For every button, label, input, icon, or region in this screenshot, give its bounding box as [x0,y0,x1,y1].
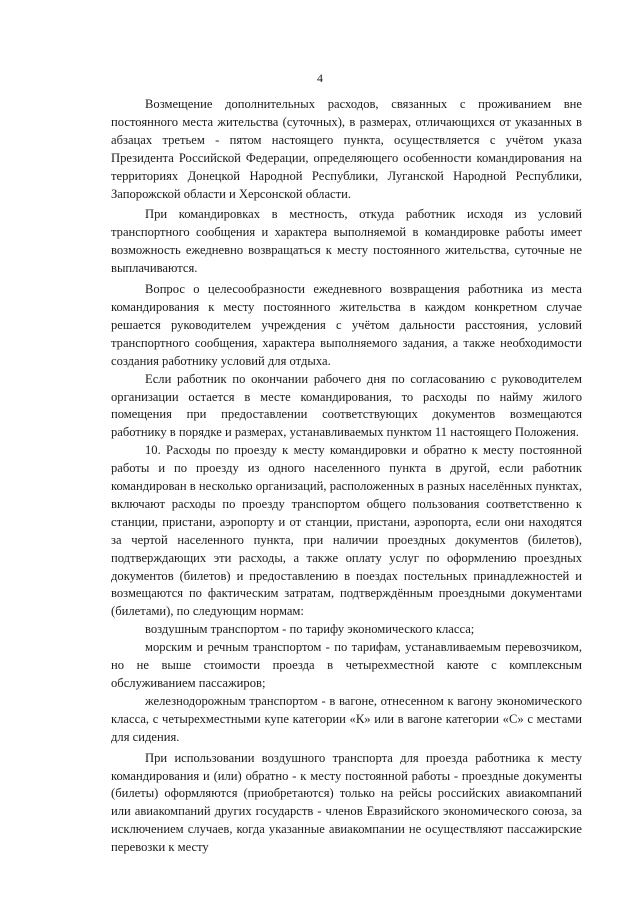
paragraph-rail-transport-norm: железнодорожным транспортом - в вагоне, отнесенном к вагону экономического класса, с четырехместными купе категории «К» или в вагоне категории «С» с местами для сидения. [111,693,582,744]
paragraph-air-transport-norm: воздушным транспортом - по тарифу экономического класса; [145,622,475,637]
paragraph-item-10-travel-expenses: 10. Расходы по проезду к месту командировки и обратно к месту постоянной работы и по проезду из одного населенного пункта в другой, если работник командирован в несколько организаций, расположенных в разных населённых пунктах, включают расходы по проезду транспортом общего пользования соответственно к станции, пристани, аэропорту и от станции, пристани, аэропорта, если они находятся за чертой населенного пункта, при наличии проездных документов (билетов), подтверждающих эти расходы, а также оплату услуг по оформлению проездных документов (билетов) и предоставлению в поездах постельных принадлежностей и возмещаются по фактическим затратам, подтверждённым проездными документами (билетами), по следующим нормам: [111,443,582,619]
paragraph-staying-after-workday: Если работник по окончании рабочего дня по согласованию с руководителем организации остается в месте командирования, то расходы по найму жилого помещения при предоставлении соответствующих документов возмещаются работнику в порядке и размерах, устанавливаемых пунктом 11 настоящего Положения. [111,371,582,440]
document-body [111,96,582,857]
paragraph-sea-river-transport-norm: морским и речным транспортом - по тарифам, устанавливаемым перевозчиком, но не выше стоимости проезда в четырехместной каюте с комплексным обслуживанием пассажиров; [111,640,582,690]
paragraph-air-transport-airlines: При использовании воздушного транспорта для проезда работника к месту командирования и (или) обратно - к месту постоянной работы - проездные документы (билеты) оформляются (приобретаются) только на рейсы российских авиакомпаний или авиакомпаний других государств - членов Евразийского экономического союза, за исключением случаев, когда указанные авиакомпании не осуществляют пассажирские перевозки к месту [111,750,582,855]
paragraph-per-diem-special-territories: Возмещение дополнительных расходов, связанных с проживанием вне постоянного места жительства (суточных), в размерах, отличающихся от указанных в абзацах третьем - пятом настоящего пункта, осуществляется с учётом указа Президента Российской Федерации, определяющего особенности командирования на территориях Донецкой Народной Республики, Луганской Народной Республики, Запорожской области и Херсонской области. [111,97,582,201]
page-number: 4 [317,71,323,85]
paragraph-daily-return-no-per-diem: При командировках в местность, откуда работник исходя из условий транспортного сообщения и характера выполняемой в командировке работы имеет возможность ежедневно возвращаться к месту постоянного жительства, суточные не выплачиваются. [111,207,582,276]
paragraph-daily-return-decision: Вопрос о целесообразности ежедневного возвращения работника из места командирования к месту постоянного жительства в каждом конкретном случае решается руководителем учреждения с учётом дальности расстояния, условий транспортного сообщения, характера выполняемого задания, а также необходимости создания работнику условий для отдыха. [111,282,582,368]
